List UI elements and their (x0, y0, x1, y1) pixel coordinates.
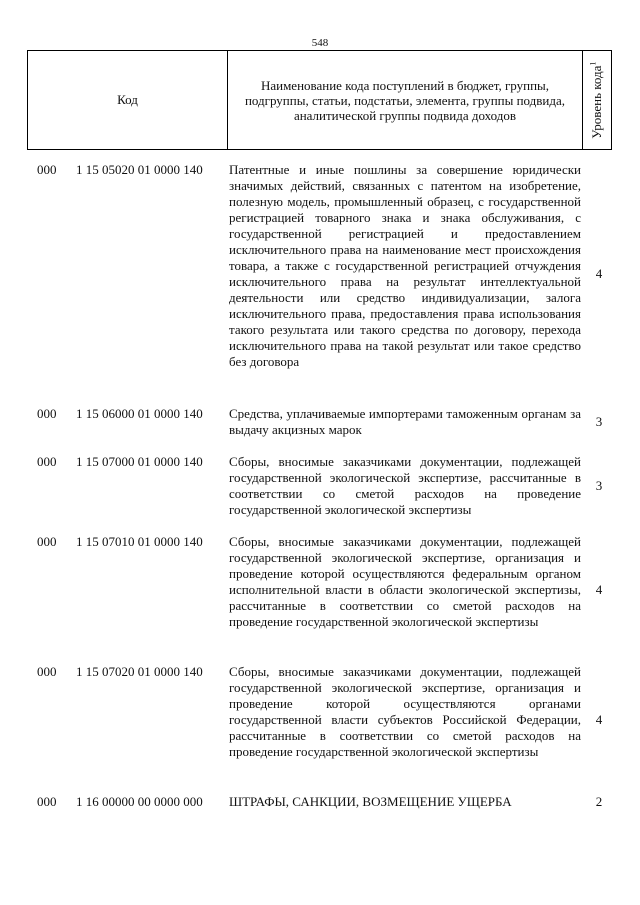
row-name: Сборы, вносимые заказчиками документации, подлежащей государственной экологической экспертизе, рассчитанные в соответствии со сметой расходов на проведение государственной экологической экспертизы (229, 454, 581, 517)
table-row (0, 534, 640, 664)
row-level: 2 (595, 794, 603, 809)
row-level: 3 (595, 414, 603, 429)
row-code: 1 15 06000 01 0000 140 (76, 406, 203, 421)
row-level: 4 (595, 712, 603, 727)
row-level: 3 (595, 478, 603, 493)
header-name: Наименование кода поступлений в бюджет, группы, подгруппы, статьи, подстатьи, элемента, группы подвида, аналитической группы подвида доходов (228, 51, 583, 149)
row-code: 1 15 05020 01 0000 140 (76, 162, 203, 177)
table-row (0, 664, 640, 794)
row-name: Сборы, вносимые заказчиками документации, подлежащей государственной экологической экспертизе, организация и проведение которой осуществляются федеральным органом исполнительной власти в области экологической экспертизы, рассчитанные в соответствии со сметой расходов на проведение государственной экологической экспертизы (229, 534, 581, 629)
page-number: 548 (311, 37, 329, 49)
row-name: ШТРАФЫ, САНКЦИИ, ВОЗМЕЩЕНИЕ УЩЕРБА (229, 794, 512, 809)
row-level: 4 (595, 266, 603, 281)
row-prefix: 000 (37, 794, 57, 809)
row-prefix: 000 (37, 534, 57, 549)
table-body (0, 162, 640, 818)
row-prefix: 000 (37, 162, 57, 177)
header-code: Код (28, 51, 228, 149)
row-name: Средства, уплачиваемые импортерами таможенным органам за выдачу акцизных марок (229, 406, 581, 437)
table-row (0, 794, 640, 818)
row-code: 1 16 00000 00 0000 000 (76, 794, 203, 809)
row-code: 1 15 07000 01 0000 140 (76, 454, 203, 469)
header-level (583, 51, 611, 149)
row-prefix: 000 (37, 664, 57, 679)
row-level: 4 (595, 582, 603, 597)
header-level-text (589, 61, 605, 138)
table-row (0, 162, 640, 406)
row-prefix: 000 (37, 406, 57, 421)
header-level-footnote: 1 (588, 61, 598, 66)
table-row (0, 454, 640, 534)
row-prefix: 000 (37, 454, 57, 469)
row-name: Патентные и иные пошлины за совершение юридически значимых действий, связанных с патентом на изобретение, полезную модель, промышленный образец, с государственной регистрацией товарного знака и знака обслуживания, с государственной регистрацией и предоставлением исключительного права на наименование мест происхождения товара, а также с государственной регистрацией отчуждения исключительного права на результат интеллектуальной деятельности или средство индивидуализации, залога исключительного права, предоставления права использования такого результата или такого средства по договору, перехода исключительного права на такой результат или такое средство без договора (229, 162, 581, 369)
table-row (0, 406, 640, 454)
table-header (27, 50, 612, 150)
header-level-label: Уровень кода (589, 65, 605, 139)
row-code: 1 15 07020 01 0000 140 (76, 664, 203, 679)
row-code: 1 15 07010 01 0000 140 (76, 534, 203, 549)
row-name: Сборы, вносимые заказчиками документации, подлежащей государственной экологической экспертизе, организация и проведение которой осуществляются органами государственной власти субъектов Российской Федерации, рассчитанные в соответствии со сметой расходов на проведение государственной экологической экспертизы (229, 664, 581, 759)
